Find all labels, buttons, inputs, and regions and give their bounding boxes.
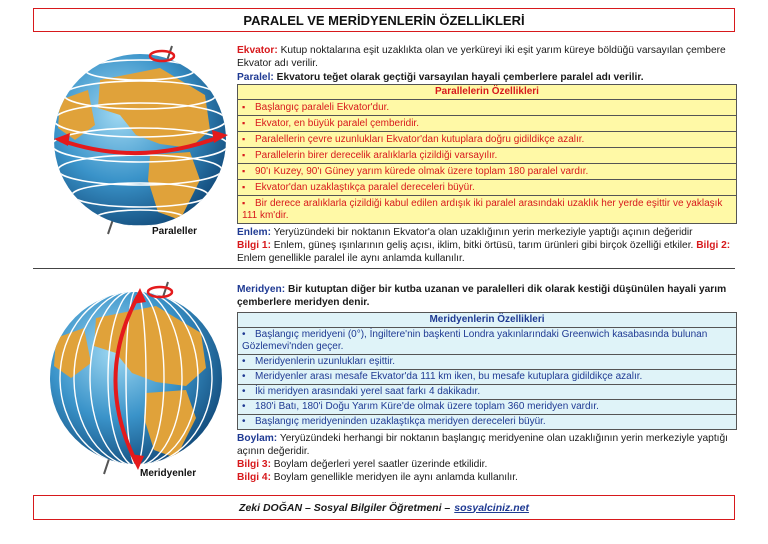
page-title: PARALEL VE MERİDYENLERİN ÖZELLİKLERİ bbox=[243, 12, 525, 28]
section-divider bbox=[33, 268, 735, 269]
footer-text: Zeki DOĞAN – Sosyal Bilgiler Öğretmeni – bbox=[239, 501, 451, 514]
bilgi-3: Bilgi 3: Boylam değerleri yerel saatler üzerinde etkilidir. bbox=[237, 459, 488, 470]
meridians-table-header: Meridyenlerin Özellikleri bbox=[238, 313, 737, 328]
footer-link[interactable]: sosyalciniz.net bbox=[454, 501, 529, 514]
parallels-properties-table bbox=[237, 84, 737, 224]
list-item: • Meridyenler arası mesafe Ekvator'da 111 km iken, bu mesafe kutuplara gidildikçe azalır. bbox=[238, 370, 737, 385]
meridyen-definition: Meridyen: Bir kutuptan diğer bir kutba uzanan ve paralelleri dik olarak kestiği düşünülen hayali yarım çemberlere meridyen denir. bbox=[237, 284, 727, 308]
meridians-section bbox=[237, 283, 737, 484]
list-item: ▪ Başlangıç paraleli Ekvator'dur. bbox=[238, 100, 737, 116]
globe-meridians-label: Meridyenler bbox=[140, 468, 197, 479]
footer-credit bbox=[33, 495, 735, 520]
parallels-table-header: Parallelerin Özellikleri bbox=[238, 85, 737, 100]
list-item: • İki meridyen arasındaki yerel saat farkı 4 dakikadır. bbox=[238, 385, 737, 400]
bilgi-2-text: Enlem genellikle paralel ile aynı anlamda kullanılır. bbox=[237, 253, 465, 264]
bilgi-4: Bilgi 4: Boylam genellikle meridyen ile aynı anlamda kullanılır. bbox=[237, 472, 518, 483]
list-item: ▪ Parallelerin birer derecelik aralıklarla çizildiği varsayılır. bbox=[238, 148, 737, 164]
ekvator-definition: Ekvator: Kutup noktalarına eşit uzaklıkta olan ve yerküreyi iki eşit yarım küreye böldüğü varsayılan çembere Ekvator adı verilir. bbox=[237, 45, 726, 69]
boylam-definition: Boylam: Yeryüzündeki herhangi bir noktanın başlangıç meridyenine olan uzaklığının yerin merkeziyle yaptığı açının değeridir. bbox=[237, 433, 728, 457]
list-item: ▪ Paralellerin çevre uzunlukları Ekvator'dan kutuplara doğru gidildikçe azalır. bbox=[238, 132, 737, 148]
globe-meridians-image bbox=[36, 278, 236, 478]
list-item: ▪ Bir derece aralıklarla çizildiği kabul edilen ardışık iki paralel arasındaki uzaklık her yerde eşittir ve yaklaşık 111 km'dir. bbox=[238, 196, 737, 224]
meridians-properties-table bbox=[237, 312, 737, 430]
list-item: • Başlangıç meridyeninden uzaklaştıkça meridyen dereceleri büyür. bbox=[238, 415, 737, 430]
list-item: • Meridyenlerin uzunlukları eşittir. bbox=[238, 355, 737, 370]
globe-parallels-image bbox=[40, 40, 240, 240]
list-item: ▪ Ekvator'dan uzaklaştıkça paralel dereceleri büyür. bbox=[238, 180, 737, 196]
list-item: • 180'i Batı, 180'i Doğu Yarım Küre'de olmak üzere toplam 360 meridyen vardır. bbox=[238, 400, 737, 415]
bilgi-2-term: Bilgi 2: bbox=[696, 240, 731, 251]
paralel-definition: Paralel: Ekvatoru teğet olarak geçtiği varsayılan hayali çemberlere paralel adı verilir. bbox=[237, 72, 644, 83]
page-title-box bbox=[33, 8, 735, 32]
bilgi-1: Bilgi 1: Enlem, güneş ışınlarının geliş açısı, iklim, bitki örtüsü, tarım ürünleri gibi birçok özelliği etkiler. Bilgi 2: Enlem genellikle paralel ile aynı anlamda kullanılır. bbox=[237, 240, 731, 264]
list-item: ▪ 90'ı Kuzey, 90'ı Güney yarım kürede olmak üzere toplam 180 paralel vardır. bbox=[238, 164, 737, 180]
enlem-definition: Enlem: Yeryüzündeki bir noktanın Ekvator'a olan uzaklığının yerin merkeziyle yaptığı açının değeridir bbox=[237, 227, 693, 238]
list-item: ▪ Ekvator, en büyük paralel çemberidir. bbox=[238, 116, 737, 132]
list-item: • Başlangıç meridyeni (0°), İngiltere'nin başkenti Londra yakınlarındaki Greenwich kasabasında bulunan Gözlemevi'nden geçer. bbox=[238, 328, 737, 355]
globe-parallels-label: Paraleller bbox=[152, 226, 198, 237]
parallels-section bbox=[237, 44, 737, 265]
